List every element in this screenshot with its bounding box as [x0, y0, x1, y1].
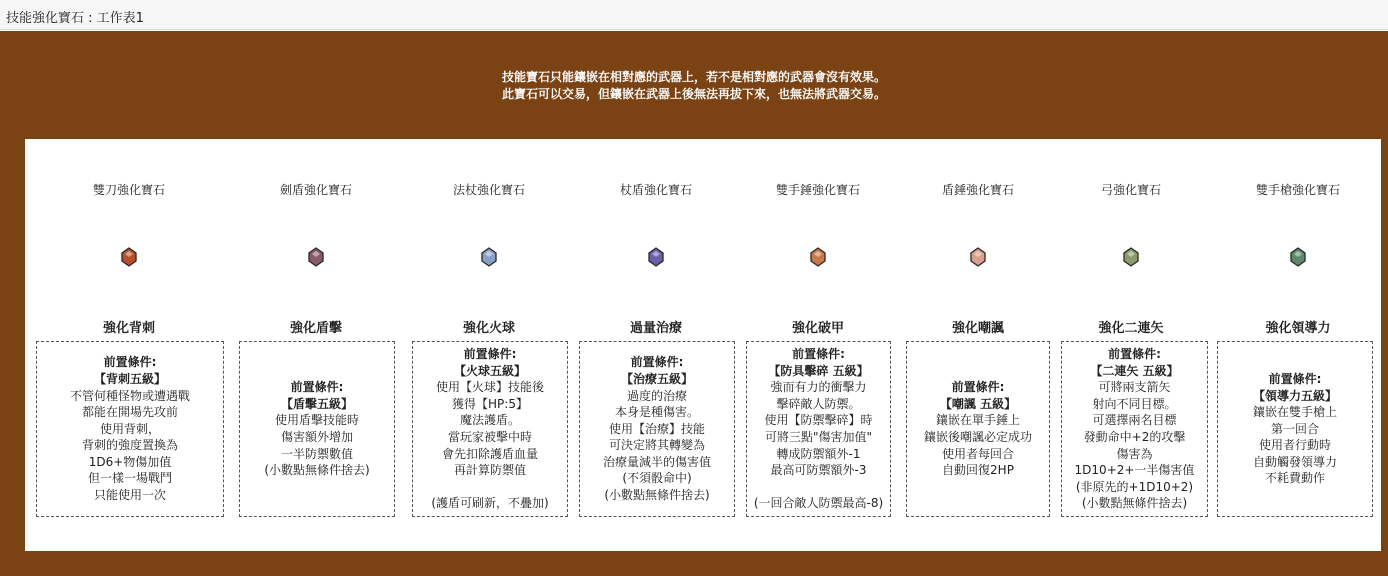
description-line: 會先扣除護盾血量	[441, 446, 538, 461]
description-line: 自動回復2HP	[942, 463, 1014, 478]
skill-description-box	[1217, 341, 1373, 517]
title-bar	[0, 0, 1388, 30]
notice-line-1: 技能寶石只能鑲嵌在相對應的武器上，若不是相對應的武器會沒有效果。	[501, 70, 886, 84]
description-line: 可選擇兩名目標	[1092, 413, 1177, 428]
description-line: 鑲嵌在單手錘上	[935, 413, 1020, 428]
description-line: 使用【防禦擊碎】時	[764, 413, 873, 428]
description-line: (小數點無條件捨去)	[264, 463, 370, 478]
prerequisite-label: 前置條件:	[792, 347, 845, 362]
skill-description-box	[1061, 341, 1208, 517]
gem-icon	[306, 247, 326, 267]
description-line: 最高可防禦額外-3	[770, 463, 867, 478]
description-line: 本身是種傷害。	[614, 405, 699, 420]
skill-description-box	[412, 341, 568, 517]
skill-description-box	[906, 341, 1050, 517]
gem-name: 杖盾強化寶石	[619, 183, 693, 197]
skill-name: 強化破甲	[791, 321, 845, 336]
description-line: 治療量減半的傷害值	[602, 454, 711, 469]
prerequisite-value: 【二連矢 五級】	[1090, 363, 1179, 378]
gem-icon	[646, 247, 666, 267]
prerequisite-value: 【盾擊五級】	[280, 396, 353, 411]
description-line: 可決定將其轉變為	[608, 438, 705, 453]
description-line: (小數點無條件捨去)	[1081, 496, 1188, 511]
gem-name: 弓強化寶石	[1100, 183, 1162, 197]
prerequisite-label: 前置條件:	[630, 355, 684, 370]
description-line: 使用者每回合	[941, 446, 1014, 461]
window-title: 技能強化寶石 : 工作表1	[6, 11, 144, 26]
gem-name: 雙手槍強化寶石	[1255, 183, 1341, 197]
prerequisite-value: 【背刺五級】	[93, 371, 166, 386]
gem-name: 雙刀強化寶石	[92, 183, 166, 197]
description-line: 獲得【HP:5】	[452, 396, 528, 411]
description-line: 鑲嵌在雙手槍上	[1252, 405, 1337, 420]
gem-name: 盾錘強化寶石	[941, 183, 1015, 197]
skill-name: 強化盾擊	[289, 321, 343, 336]
description-line: 使用【火球】技能後	[435, 380, 544, 395]
skill-name: 強化火球	[462, 321, 516, 336]
prerequisite-value: 【嘲諷 五級】	[939, 396, 1017, 411]
description-line: (一回合敵人防禦最高-8)	[753, 496, 884, 511]
gem-name: 法杖強化寶石	[452, 183, 526, 197]
description-line: 一半防禦數值	[280, 446, 353, 461]
description-line: (小數點無條件捨去)	[604, 488, 710, 503]
description-line: 不管何種怪物或遭遇戰	[69, 388, 190, 403]
description-line: 當玩家被擊中時	[447, 430, 532, 444]
gem-icon	[808, 247, 828, 267]
description-line: 可將三點"傷害加值"	[764, 430, 873, 444]
description-line: 都能在開場先攻前	[81, 405, 178, 420]
gem-name: 雙手錘強化寶石	[775, 183, 861, 197]
description-line: 1D10+2+一半傷害值	[1074, 463, 1195, 478]
description-line: 1D6+物傷加值	[88, 454, 172, 469]
description-line: 第一回合	[1270, 421, 1319, 436]
skill-name: 強化二連矢	[1098, 321, 1164, 336]
description-line: 傷害額外增加	[280, 430, 353, 444]
notice-line-2: 此寶石可以交易，但鑲嵌在武器上後無法再拔下來，也無法將武器交易。	[501, 87, 886, 101]
prerequisite-value: 【防具擊碎 五級】	[768, 363, 869, 378]
description-line: 自動觸發領導力	[1252, 454, 1337, 469]
prerequisite-label: 前置條件:	[1108, 347, 1161, 362]
description-line: (不須骰命中)	[622, 471, 692, 486]
skill-name: 過量治療	[629, 321, 683, 336]
description-line: 再計算防禦值	[453, 463, 526, 478]
prerequisite-label: 前置條件:	[951, 380, 1005, 395]
gem-name: 劍盾強化寶石	[279, 183, 353, 197]
skill-name: 強化嘲諷	[951, 321, 1005, 336]
skill-name: 強化背刺	[102, 321, 156, 336]
description-line: 發動命中+2的攻擊	[1083, 430, 1186, 444]
description-line: 但一樣一場戰鬥	[87, 471, 172, 486]
description-line: 擊碎敵人防禦。	[776, 396, 861, 411]
description-line: (非原先的+1D10+2)	[1075, 479, 1194, 494]
prerequisite-value: 【領導力五級】	[1252, 388, 1337, 403]
description-line: 魔法護盾。	[459, 413, 520, 428]
description-line: 轉成防禦額外-1	[776, 446, 861, 461]
skill-description-box	[36, 341, 224, 517]
description-line: 不耗費動作	[1264, 471, 1325, 486]
skill-description-box	[239, 341, 395, 517]
description-line: (護盾可刷新，不疊加)	[431, 496, 549, 511]
description-line: 鑲嵌後嘲諷必定成功	[923, 430, 1032, 444]
description-line: 使用【治療】技能	[608, 421, 705, 436]
prerequisite-label: 前置條件:	[463, 347, 517, 362]
description-line: 只能使用一次	[93, 488, 166, 503]
prerequisite-label: 前置條件:	[1268, 371, 1322, 386]
gem-icon	[479, 247, 499, 267]
description-line: 強而有力的衝擊力	[770, 380, 867, 395]
prerequisite-label: 前置條件:	[103, 355, 157, 370]
description-line: 過度的治療	[626, 388, 687, 403]
description-line: 射向不同目標。	[1092, 396, 1177, 411]
description-line: 使用者行動時	[1258, 438, 1331, 453]
description-line: 使用背刺，	[99, 421, 160, 436]
description-line: 可將兩支箭矢	[1098, 380, 1171, 395]
skill-description-box	[746, 341, 891, 517]
description-line: 使用盾擊技能時	[274, 413, 359, 428]
gem-icon	[1121, 247, 1141, 267]
description-line: 背刺的強度置換為	[81, 438, 178, 453]
gem-icon	[119, 247, 139, 267]
gem-icon	[1288, 247, 1308, 267]
skill-description-box	[579, 341, 735, 517]
prerequisite-value: 【治療五級】	[620, 371, 693, 386]
prerequisite-label: 前置條件:	[290, 380, 344, 395]
prerequisite-value: 【火球五級】	[453, 363, 526, 378]
gem-icon	[968, 247, 988, 267]
skill-name: 強化領導力	[1265, 321, 1331, 336]
description-line: 傷害為	[1116, 446, 1153, 461]
